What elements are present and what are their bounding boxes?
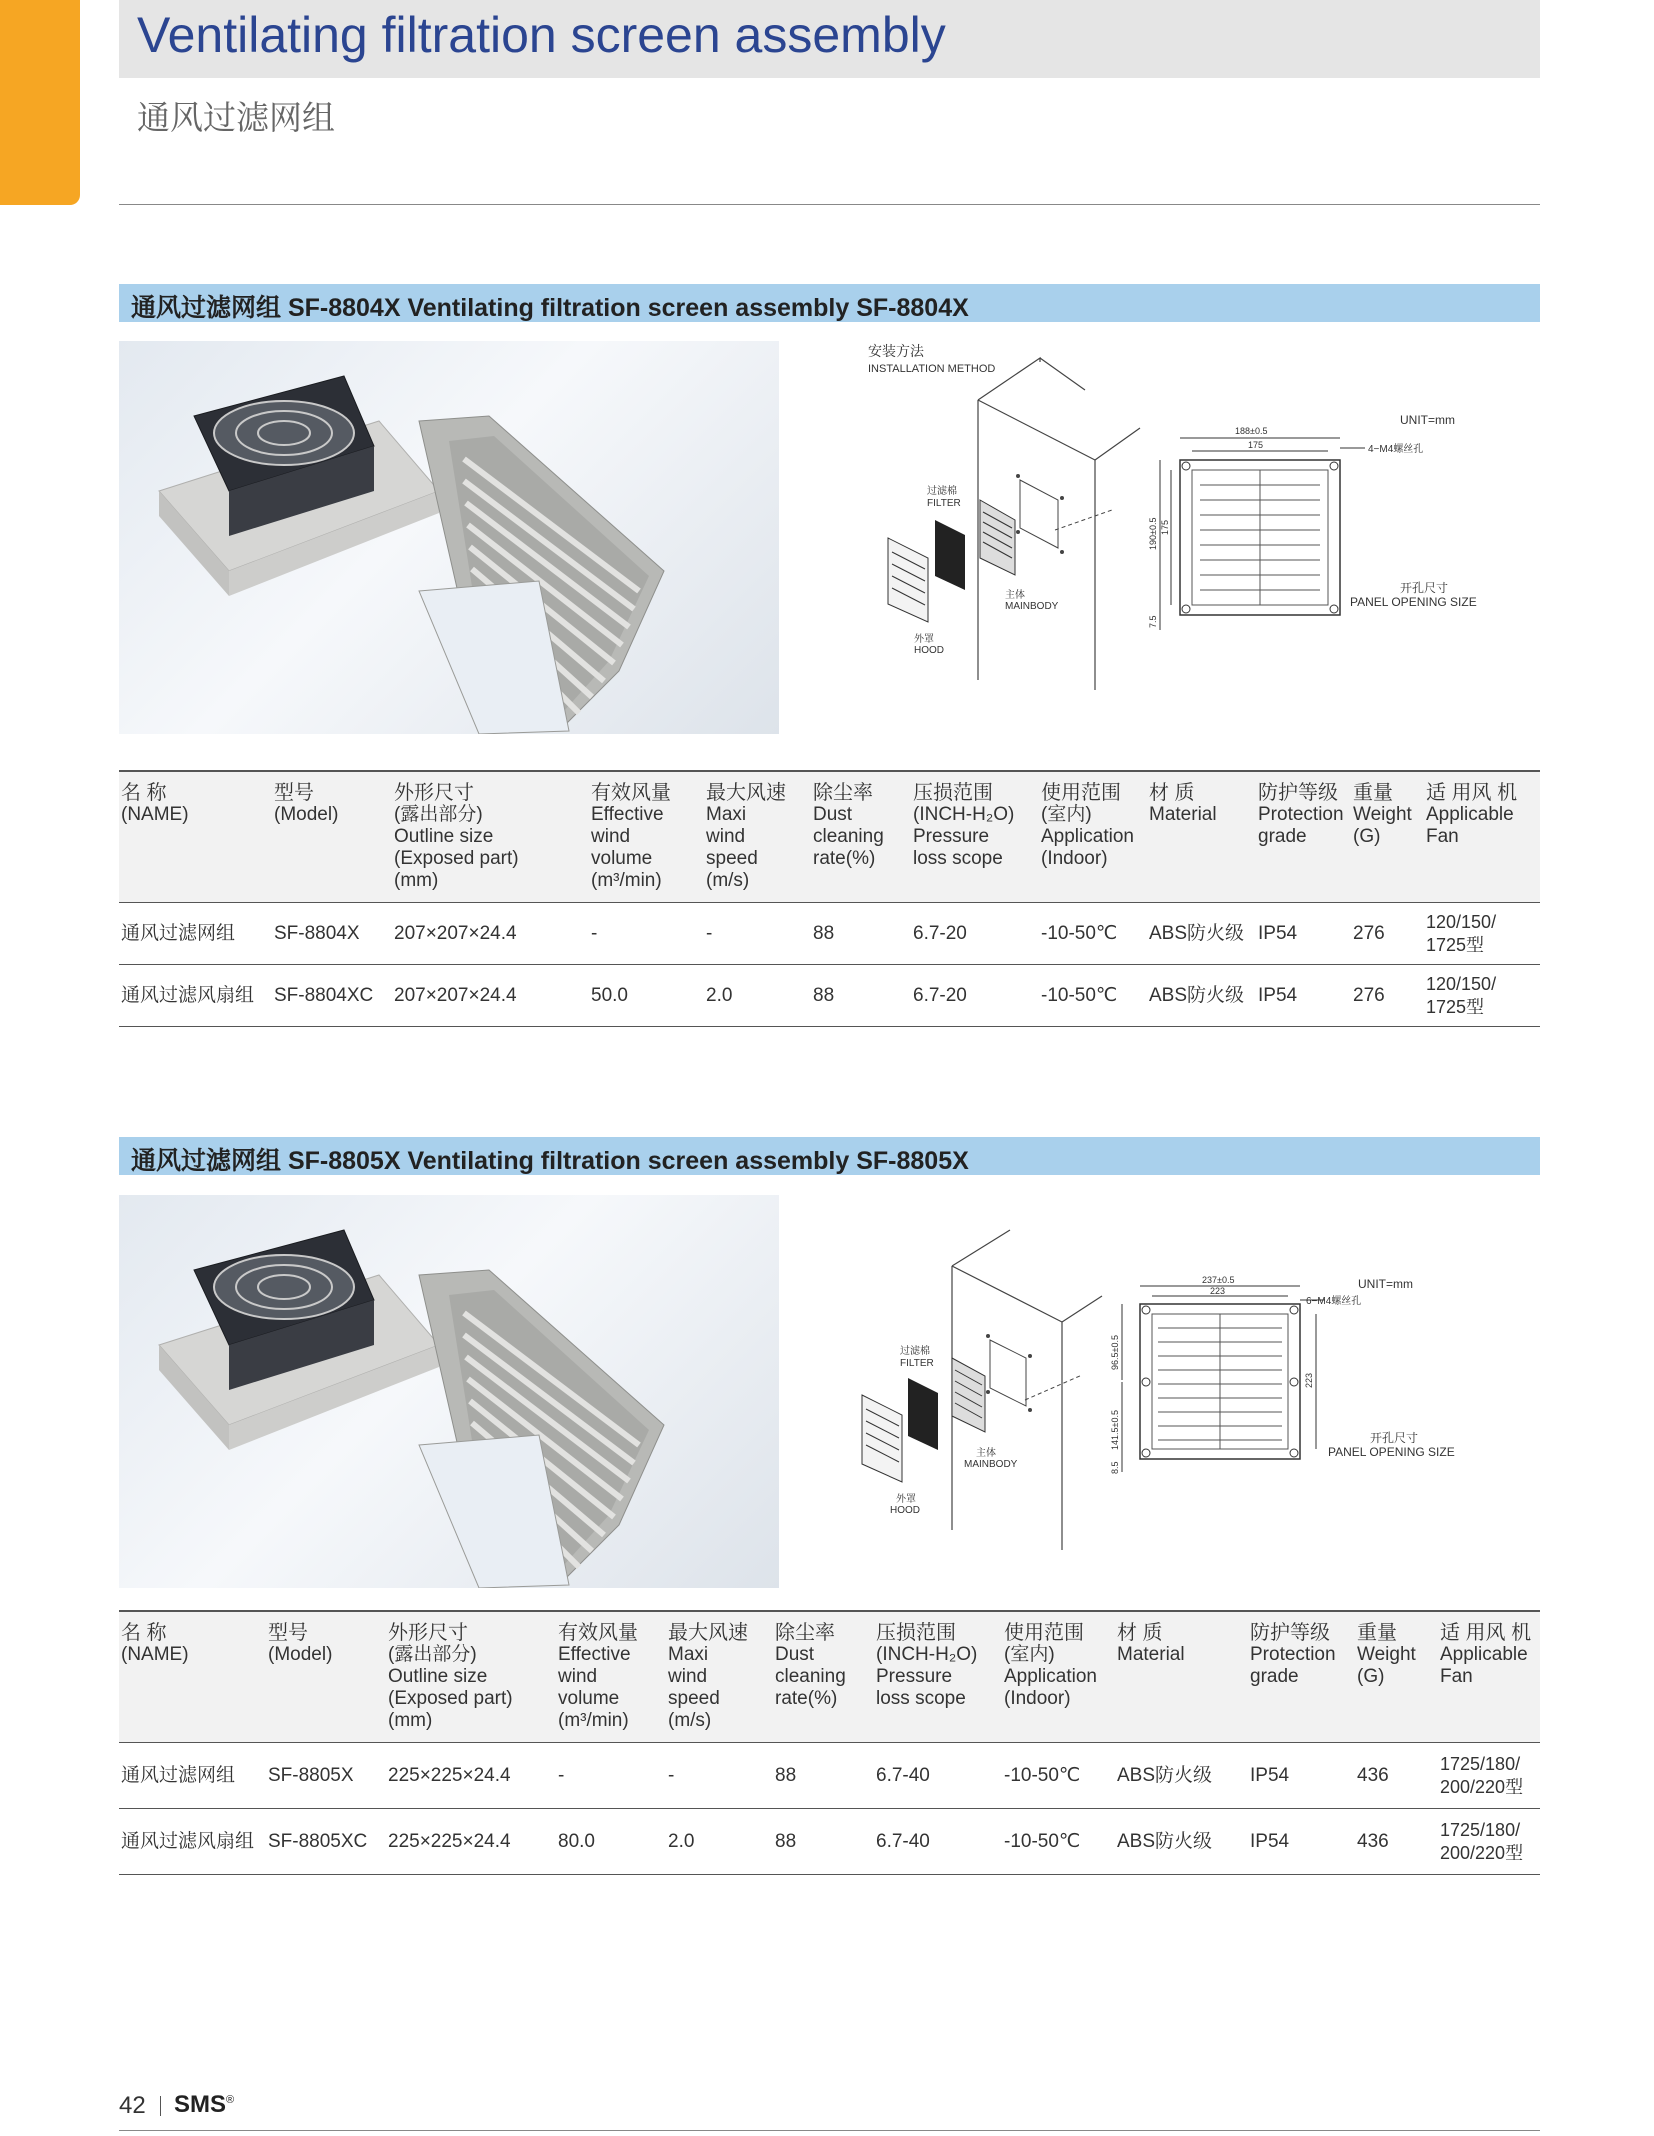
product-photo-sf8804x [119,341,779,734]
svg-text:MAINBODY: MAINBODY [964,1459,1018,1470]
column-header [773,1611,874,1743]
install-method-en: INSTALLATION METHOD [868,363,996,375]
column-header-line: 使用范围 [1004,1622,1084,1644]
svg-text:过滤棉: 过滤棉 [900,1346,930,1357]
svg-text:175: 175 [1160,519,1170,535]
column-header-line: Outline size [388,1666,488,1687]
unit-label: UNIT=mm [1358,1277,1413,1291]
svg-text:237±0.5: 237±0.5 [1202,1275,1235,1285]
svg-text:223: 223 [1304,1372,1314,1388]
column-header-line: speed [706,848,758,869]
column-header-line: Effective [591,804,664,825]
column-header [392,771,589,903]
header-divider [119,204,1540,205]
table-body [119,903,1540,1027]
column-header-line: 最大风速 [668,1622,748,1644]
table-cell: 6.7-40 [874,1743,1002,1809]
svg-text:外罩: 外罩 [914,634,934,645]
spec-table-sf8804x [119,770,1540,1027]
table-cell: 50.0 [589,965,704,1027]
column-header-line: loss scope [876,1688,966,1709]
column-header-line: Outline size [394,826,494,847]
panel-opening-drawing [1180,460,1340,615]
column-header-line: (Model) [268,1644,333,1665]
column-header-line: 使用范围 [1041,782,1121,804]
table-cell: -10-50℃ [1002,1743,1115,1809]
table-cell: 207×207×24.4 [392,965,589,1027]
column-header-line: (INCH-H₂O) [876,1644,978,1665]
column-header-line: Application [1004,1666,1097,1687]
svg-text:7.5: 7.5 [1148,615,1158,628]
column-header-line: Dust [813,804,853,825]
table-cell: 88 [773,1743,874,1809]
column-header [1355,1611,1438,1743]
column-header-line: Maxi [668,1644,709,1665]
column-header-line: (NAME) [121,804,189,825]
svg-text:主体: 主体 [976,1448,996,1459]
table-cell: SF-8805XC [266,1809,386,1875]
svg-text:6−M4螺丝孔: 6−M4螺丝孔 [1306,1296,1362,1307]
svg-text:4−M4螺丝孔: 4−M4螺丝孔 [1368,444,1424,455]
svg-text:190±0.5: 190±0.5 [1148,517,1158,550]
table-cell: 436 [1355,1743,1438,1809]
table-cell: IP54 [1248,1743,1355,1809]
column-header-line: 适 用风 机 [1426,782,1518,804]
column-header-line: 重量 [1353,782,1393,804]
table-cell: 436 [1355,1809,1438,1875]
column-header-line: (m/s) [668,1710,712,1731]
column-header-line: (m³/min) [591,870,662,891]
section-title-sf8804x: 通风过滤网组 SF-8804X Ventilating filtration screen assembly SF-8804X [131,294,969,322]
column-header-line: (INCH-H₂O) [913,804,1015,825]
page-number: 42 [119,2092,146,2119]
footer-separator [160,2096,161,2116]
column-header [1147,771,1256,903]
column-header-line: Protection [1258,804,1344,825]
table-cell: SF-8805X [266,1743,386,1809]
column-header [119,771,272,903]
table-cell: 1725/180/ 200/220型 [1438,1743,1540,1809]
column-header-line: (Indoor) [1041,848,1108,869]
column-header-line: wind [558,1666,598,1687]
table-cell: ABS防火级 [1147,965,1256,1027]
table-cell: - [704,903,811,965]
table-cell: 120/150/ 1725型 [1424,965,1540,1027]
column-header-line: (Exposed part) [388,1688,513,1709]
table-cell: - [666,1743,773,1809]
svg-text:FILTER: FILTER [927,498,961,509]
svg-text:MAINBODY: MAINBODY [1005,601,1059,612]
column-header-line: 名 称 [121,1622,167,1644]
table-cell: 276 [1351,965,1424,1027]
column-header-line: 名 称 [121,782,167,804]
table-cell: 6.7-40 [874,1809,1002,1875]
column-header [704,771,811,903]
column-header-line: (Model) [274,804,339,825]
svg-text:HOOD: HOOD [914,645,944,656]
panel-opening-en: PANEL OPENING SIZE [1350,595,1477,609]
column-header-line: Material [1117,1644,1185,1665]
column-header-line: (G) [1357,1666,1385,1687]
column-header [119,1611,266,1743]
column-header [1039,771,1147,903]
column-header-line: 除尘率 [813,782,873,804]
table-cell: 通风过滤网组 [119,1743,266,1809]
column-header-line: 材 质 [1149,782,1195,804]
column-header [666,1611,773,1743]
section-title-sf8805x: 通风过滤网组 SF-8805X Ventilating filtration screen assembly SF-8805X [131,1147,969,1175]
column-header-line: wind [668,1666,708,1687]
column-header-line: grade [1250,1666,1299,1687]
column-header [1424,771,1540,903]
column-header-line: wind [706,826,746,847]
table-cell: ABS防火级 [1147,903,1256,965]
svg-text:HOOD: HOOD [890,1505,920,1516]
table-cell: 6.7-20 [911,965,1039,1027]
panel-opening-cn: 开孔尺寸 [1370,1431,1419,1445]
column-header [1256,771,1351,903]
column-header-line: rate(%) [813,848,876,869]
table-cell: 通风过滤网组 [119,903,272,965]
table-row [119,965,1540,1027]
column-header-line: (G) [1353,826,1381,847]
column-header-line: (Exposed part) [394,848,519,869]
table-cell: SF-8804X [272,903,392,965]
column-header [266,1611,386,1743]
column-header [1351,771,1424,903]
column-header-line: volume [558,1688,620,1709]
column-header-line: Fan [1426,826,1459,847]
table-cell: 80.0 [556,1809,666,1875]
column-header-line: 型号 [274,782,314,804]
table-row [119,1809,1540,1875]
table-row [119,1743,1540,1809]
installation-diagram-sf8805x [840,1210,1540,1610]
table-cell: 2.0 [704,965,811,1027]
column-header-line: Dust [775,1644,815,1665]
column-header-line: Applicable [1440,1644,1528,1665]
footer-divider [119,2130,1540,2131]
column-header-line: Material [1149,804,1217,825]
column-header-line: Fan [1440,1666,1473,1687]
column-header [1438,1611,1540,1743]
table-cell: 1725/180/ 200/220型 [1438,1809,1540,1875]
table-cell: IP54 [1248,1809,1355,1875]
column-header-line: loss scope [913,848,1003,869]
svg-text:223: 223 [1210,1286,1226,1296]
column-header-line: 外形尺寸 [388,1622,468,1644]
panel-opening-en: PANEL OPENING SIZE [1328,1445,1455,1459]
table-cell: -10-50℃ [1002,1809,1115,1875]
column-header-line: Pressure [913,826,990,847]
column-header-line: 防护等级 [1258,782,1338,804]
svg-text:96.5±0.5: 96.5±0.5 [1110,1335,1120,1370]
column-header-line: 压损范围 [913,782,993,804]
svg-text:175: 175 [1248,440,1264,450]
table-cell: -10-50℃ [1039,903,1147,965]
column-header-line: 型号 [268,1622,308,1644]
page-subtitle: 通风过滤网组 [137,99,335,136]
column-header [811,771,911,903]
svg-text:8.5: 8.5 [1110,1461,1120,1474]
panel-opening-drawing [1140,1304,1300,1459]
column-header-line: wind [591,826,631,847]
column-header [556,1611,666,1743]
table-cell: 2.0 [666,1809,773,1875]
svg-text:主体: 主体 [1005,590,1025,601]
svg-text:FILTER: FILTER [900,1358,934,1369]
table-row [119,903,1540,965]
column-header [1002,1611,1115,1743]
column-header-line: Protection [1250,1644,1336,1665]
panel-opening-cn: 开孔尺寸 [1400,581,1449,595]
column-header-line: Weight [1357,1644,1416,1665]
panel-opening [1020,480,1058,548]
column-header [589,771,704,903]
table-cell: 6.7-20 [911,903,1039,965]
column-header-line: 压损范围 [876,1622,956,1644]
column-header-line: (mm) [388,1710,433,1731]
column-header-line: (露出部分) [388,1644,477,1665]
unit-label: UNIT=mm [1400,413,1455,427]
column-header-line: 防护等级 [1250,1622,1330,1644]
column-header-line: Application [1041,826,1134,847]
svg-text:188±0.5: 188±0.5 [1235,426,1268,436]
column-header-line: 重量 [1357,1622,1397,1644]
column-header-line: (m³/min) [558,1710,629,1731]
column-header-line: 外形尺寸 [394,782,474,804]
column-header-line: (室内) [1004,1644,1055,1665]
filter-part [908,1378,938,1450]
table-cell: 通风过滤风扇组 [119,965,272,1027]
column-header-line: Pressure [876,1666,953,1687]
svg-text:外罩: 外罩 [896,1494,916,1505]
table-cell: 120/150/ 1725型 [1424,903,1540,965]
table-cell: 88 [811,903,911,965]
column-header-line: 有效风量 [558,1622,638,1644]
column-header-line: speed [668,1688,720,1709]
table-cell: -10-50℃ [1039,965,1147,1027]
column-header [911,771,1039,903]
table-header-row [119,1611,1540,1743]
table-cell: SF-8804XC [272,965,392,1027]
table-cell: IP54 [1256,903,1351,965]
column-header-line: 材 质 [1117,1622,1163,1644]
table-cell: IP54 [1256,965,1351,1027]
brand-logo: SMS® [174,2091,235,2118]
table-cell: 225×225×24.4 [386,1809,556,1875]
product-illustration [119,341,779,734]
column-header-line: 除尘率 [775,1622,835,1644]
product-illustration [119,1195,779,1588]
table-cell: ABS防火级 [1115,1743,1248,1809]
install-method-cn: 安装方法 [868,343,924,359]
table-header-row [119,771,1540,903]
column-header-line: cleaning [775,1666,846,1687]
column-header [1115,1611,1248,1743]
column-header [386,1611,556,1743]
table-cell: 225×225×24.4 [386,1743,556,1809]
column-header-line: (m/s) [706,870,750,891]
column-header [1248,1611,1355,1743]
table-cell: 207×207×24.4 [392,903,589,965]
column-header-line: volume [591,848,653,869]
table-body [119,1743,1540,1875]
product-photo-sf8805x [119,1195,779,1588]
column-header-line: rate(%) [775,1688,838,1709]
column-header-line: 适 用风 机 [1440,1622,1532,1644]
table-cell: 88 [811,965,911,1027]
column-header-line: (mm) [394,870,439,891]
filter-part [935,520,965,590]
table-cell: 通风过滤风扇组 [119,1809,266,1875]
mainbody-part [980,500,1015,575]
orange-edge-tab [0,0,80,205]
column-header [272,771,392,903]
column-header-line: 最大风速 [706,782,786,804]
installation-diagram-sf8804x [840,330,1540,730]
hood-part [862,1395,902,1482]
column-header-line: Effective [558,1644,631,1665]
column-header-line: cleaning [813,826,884,847]
column-header [874,1611,1002,1743]
column-header-line: (Indoor) [1004,1688,1071,1709]
table-cell: 88 [773,1809,874,1875]
svg-text:141.5±0.5: 141.5±0.5 [1110,1410,1120,1450]
table-cell: - [556,1743,666,1809]
column-header-line: Weight [1353,804,1412,825]
column-header-line: grade [1258,826,1307,847]
svg-text:过滤棉: 过滤棉 [927,486,957,497]
column-header-line: (室内) [1041,804,1092,825]
table-cell: - [589,903,704,965]
column-header-line: Applicable [1426,804,1514,825]
column-header-line: (露出部分) [394,804,483,825]
table-cell: 276 [1351,903,1424,965]
column-header-line: 有效风量 [591,782,671,804]
page-title: Ventilating filtration screen assembly [137,7,946,63]
table-cell: ABS防火级 [1115,1809,1248,1875]
column-header-line: Maxi [706,804,747,825]
spec-table-sf8805x [119,1610,1540,1875]
column-header-line: (NAME) [121,1644,189,1665]
